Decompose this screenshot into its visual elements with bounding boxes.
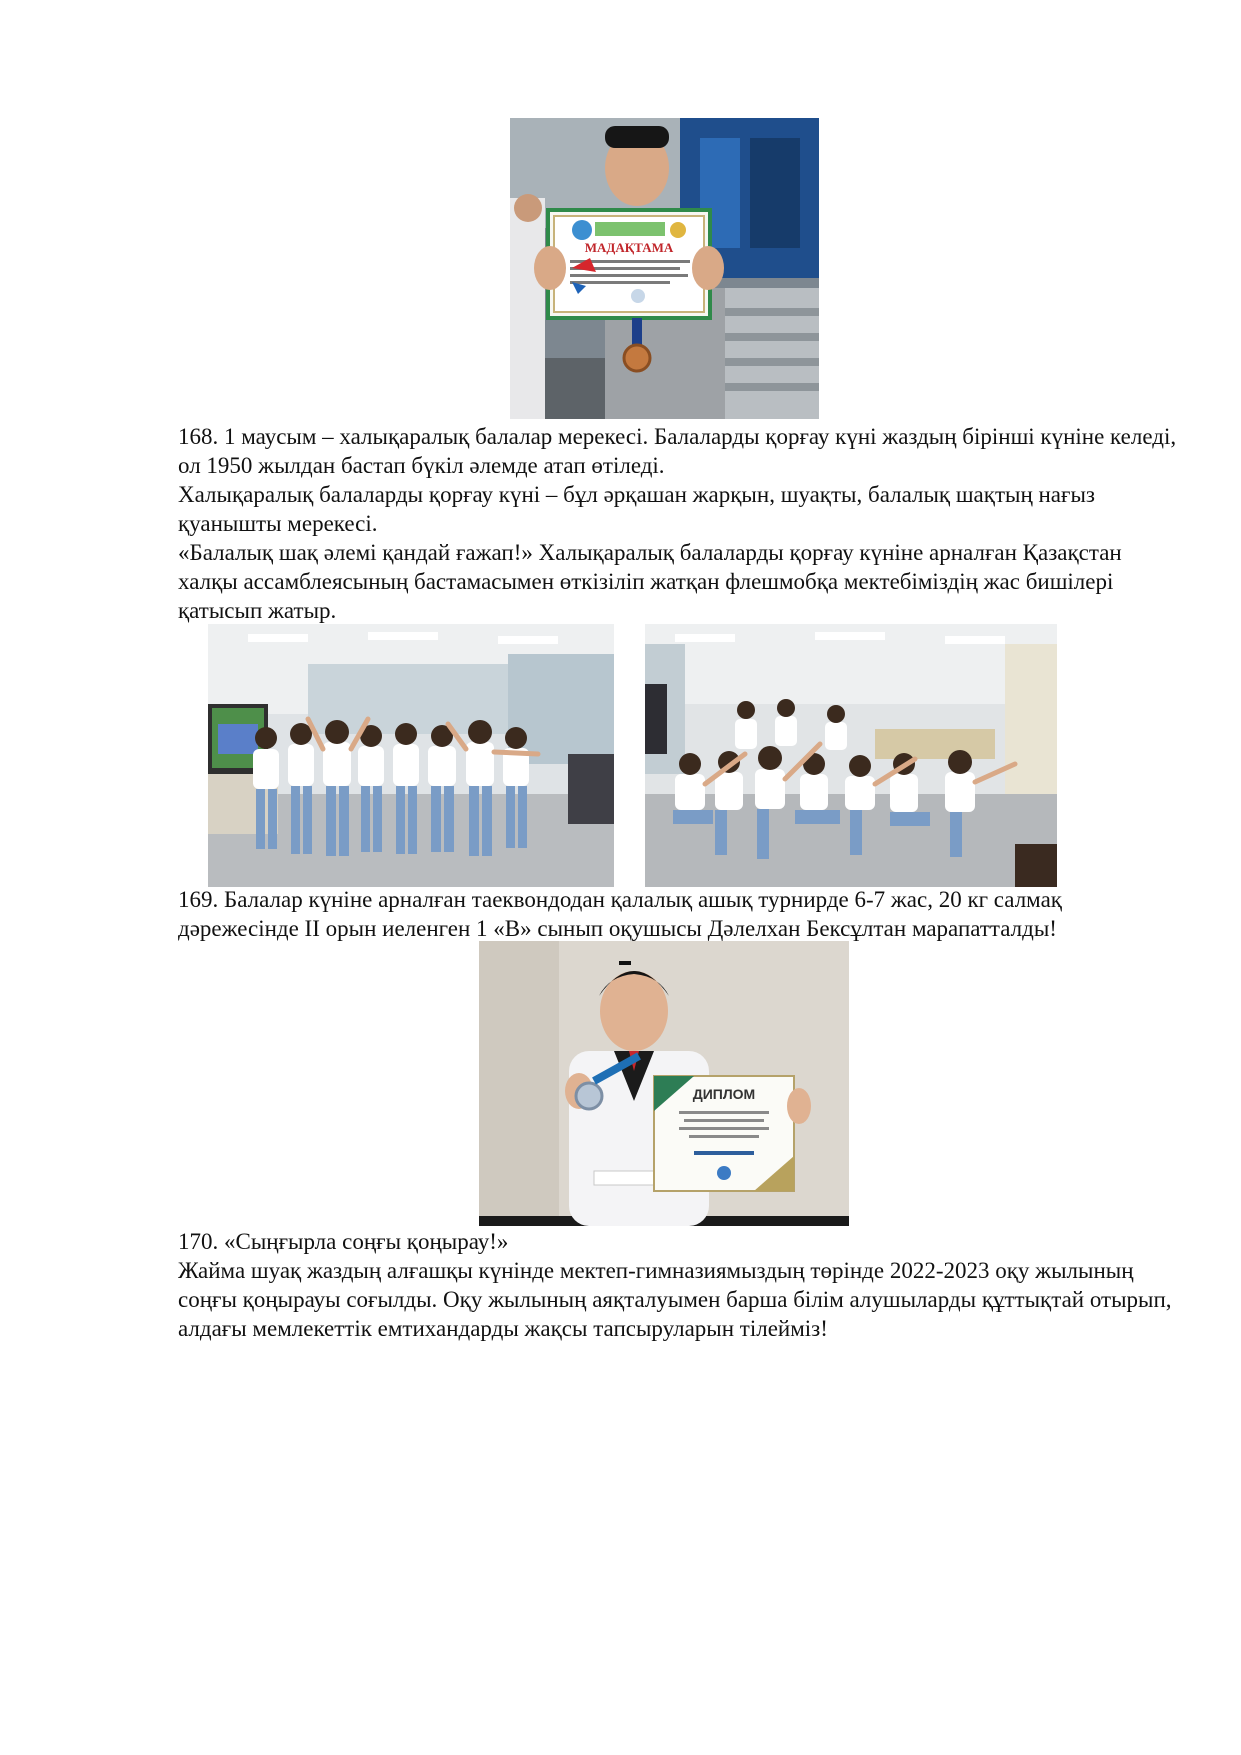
section-169-paragraph-1: 169. Балалар күніне арналған таеквондодан қалалық ашық турнирде 6-7 жас, 20 кг салмақ дәрежесінде II орын иеленген 1 «В» сынып оқушысы Дәлелхан Бексұлтан марапатталды! [178, 887, 1062, 941]
photo-boy-with-diploma [479, 941, 849, 1226]
section-168-paragraph-2: Халықаралық балаларды қорғау күні – бұл әрқашан жарқын, шуақты, балалық шақтың нағыз қуанышты мерекесі. [178, 482, 1095, 536]
section-170-paragraph-1: Жайма шуақ жаздың алғашқы күнінде мектеп-гимназиямыздың төрінде 2022-2023 оқу жылының соңғы қоңырауы соғылды. Оқу жылының аяқталуымен барша білім алушыларды құттықтай отырып, алдағы мемлекеттік емтихандарды жақсы тапсыруларын тілейміз! [178, 1258, 1172, 1341]
section-170 [178, 1227, 1178, 1343]
section-170-heading: 170. «Сыңғырла соңғы қоңырау!» [178, 1229, 509, 1254]
section-168-paragraph-3: «Балалық шақ әлемі қандай ғажап!» Халықаралық балаларды қорғау күніне арналған Қазақстан халқы ассамблеясының бастамасымен өткізіліп жатқан флешмобқа мектебіміздің жас бишілері қатысып жатыр. [178, 540, 1122, 623]
photo-flashmob-dance-left-illustration [208, 624, 614, 887]
photo-flashmob-dance-right [645, 624, 1057, 887]
section-168 [178, 422, 1178, 625]
section-168-paragraph-1: 168. 1 маусым – халықаралық балалар мерекесі. Балаларды қорғау күні жаздың бірінші күніне келеді, ол 1950 жылдан бастап бүкіл әлемде атап өтіледі. [178, 424, 1177, 478]
photo-flashmob-dance-left [208, 624, 614, 887]
photo-boy-with-certificate-illustration [510, 118, 819, 419]
diploma-title: ДИПЛОМ [692, 1086, 756, 1102]
section-169 [178, 885, 1178, 943]
photo-boy-with-certificate [510, 118, 819, 419]
photo-boy-with-diploma-illustration [479, 941, 849, 1226]
certificate-title: МАДАҚТАМА [584, 240, 674, 255]
photo-flashmob-dance-right-illustration [645, 624, 1057, 887]
